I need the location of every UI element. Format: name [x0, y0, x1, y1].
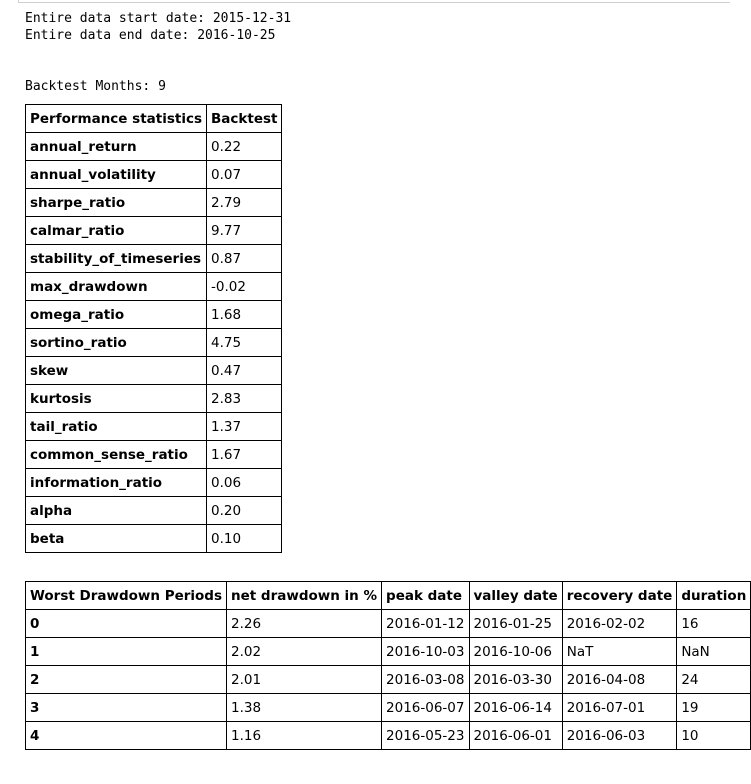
- table-row: [26, 245, 282, 273]
- stat-value: 9.77: [207, 217, 282, 245]
- performance-statistics-table: [25, 104, 282, 553]
- stat-name: alpha: [26, 497, 207, 525]
- stat-value: -0.02: [207, 273, 282, 301]
- column-header: peak date: [382, 582, 469, 610]
- stat-value: 0.10: [207, 525, 282, 553]
- drawdown-index: 2: [26, 666, 227, 694]
- drawdown-index: 3: [26, 694, 227, 722]
- start-date-label: Entire data start date:: [25, 11, 213, 26]
- drawdown-index: 0: [26, 610, 227, 638]
- duration-value: NaN: [677, 638, 751, 666]
- start-date-value: 2015-12-31: [212, 11, 292, 26]
- stat-value: 0.87: [207, 245, 282, 273]
- column-header: recovery date: [562, 582, 677, 610]
- table-row: [26, 357, 282, 385]
- stat-value: 0.47: [207, 357, 282, 385]
- column-header: Backtest: [207, 105, 282, 133]
- table-row: [26, 497, 282, 525]
- table-row: [26, 161, 282, 189]
- valley-date: 2016-10-06: [469, 638, 562, 666]
- table-row: [26, 329, 282, 357]
- peak-date: 2016-03-08: [382, 666, 469, 694]
- column-header: net drawdown in %: [227, 582, 382, 610]
- table-row: [26, 441, 282, 469]
- stat-value: 1.67: [207, 441, 282, 469]
- worst-drawdown-periods-table: [25, 581, 751, 750]
- net-drawdown-value: 2.01: [227, 666, 382, 694]
- stat-value: 0.07: [207, 161, 282, 189]
- recovery-date: 2016-06-03: [562, 722, 677, 750]
- valley-date: 2016-06-14: [469, 694, 562, 722]
- stat-name: annual_return: [26, 133, 207, 161]
- column-header: Worst Drawdown Periods: [26, 582, 227, 610]
- stat-value: 0.06: [207, 469, 282, 497]
- table-row: [26, 413, 282, 441]
- stat-value: 1.68: [207, 301, 282, 329]
- output-date-range: [25, 10, 291, 44]
- stat-value: 4.75: [207, 329, 282, 357]
- backtest-months-label: Backtest Months:: [25, 79, 159, 94]
- recovery-date: NaT: [562, 638, 677, 666]
- net-drawdown-value: 2.02: [227, 638, 382, 666]
- stat-value: 0.20: [207, 497, 282, 525]
- table-row: [26, 301, 282, 329]
- stat-name: sharpe_ratio: [26, 189, 207, 217]
- recovery-date: 2016-02-02: [562, 610, 677, 638]
- table-row: [26, 385, 282, 413]
- table-row: [26, 189, 282, 217]
- stat-name: calmar_ratio: [26, 217, 207, 245]
- stat-name: stability_of_timeseries: [26, 245, 207, 273]
- duration-value: 16: [677, 610, 751, 638]
- duration-value: 10: [677, 722, 751, 750]
- cell-output-top-border: [18, 0, 730, 3]
- net-drawdown-value: 1.16: [227, 722, 382, 750]
- table-row: [26, 133, 282, 161]
- column-header: duration: [677, 582, 751, 610]
- valley-date: 2016-06-01: [469, 722, 562, 750]
- valley-date: 2016-03-30: [469, 666, 562, 694]
- stat-name: beta: [26, 525, 207, 553]
- drawdown-index: 1: [26, 638, 227, 666]
- stat-name: omega_ratio: [26, 301, 207, 329]
- stat-value: 2.79: [207, 189, 282, 217]
- duration-value: 19: [677, 694, 751, 722]
- stat-value: 2.83: [207, 385, 282, 413]
- peak-date: 2016-06-07: [382, 694, 469, 722]
- stat-value: 1.37: [207, 413, 282, 441]
- peak-date: 2016-01-12: [382, 610, 469, 638]
- net-drawdown-value: 2.26: [227, 610, 382, 638]
- table-row: [26, 217, 282, 245]
- backtest-months-value: 9: [158, 79, 166, 94]
- end-date-value: 2016-10-25: [197, 28, 276, 43]
- table-row: [26, 525, 282, 553]
- stat-name: information_ratio: [26, 469, 207, 497]
- stat-name: kurtosis: [26, 385, 207, 413]
- duration-value: 24: [677, 666, 751, 694]
- end-date-label: Entire data end date:: [25, 28, 198, 43]
- peak-date: 2016-10-03: [382, 638, 469, 666]
- stat-name: annual_volatility: [26, 161, 207, 189]
- recovery-date: 2016-04-08: [562, 666, 677, 694]
- column-header: valley date: [469, 582, 562, 610]
- table-row: [26, 694, 751, 722]
- table-header-row: [26, 105, 282, 133]
- stat-name: common_sense_ratio: [26, 441, 207, 469]
- table-header-row: [26, 582, 751, 610]
- table-row: [26, 273, 282, 301]
- net-drawdown-value: 1.38: [227, 694, 382, 722]
- backtest-months: [25, 78, 166, 95]
- table-row: [26, 722, 751, 750]
- table-row: [26, 610, 751, 638]
- column-header: Performance statistics: [26, 105, 207, 133]
- table-row: [26, 666, 751, 694]
- drawdown-index: 4: [26, 722, 227, 750]
- table-row: [26, 469, 282, 497]
- peak-date: 2016-05-23: [382, 722, 469, 750]
- stat-name: sortino_ratio: [26, 329, 207, 357]
- valley-date: 2016-01-25: [469, 610, 562, 638]
- stat-name: skew: [26, 357, 207, 385]
- stat-value: 0.22: [207, 133, 282, 161]
- table-row: [26, 638, 751, 666]
- stat-name: tail_ratio: [26, 413, 207, 441]
- stat-name: max_drawdown: [26, 273, 207, 301]
- recovery-date: 2016-07-01: [562, 694, 677, 722]
